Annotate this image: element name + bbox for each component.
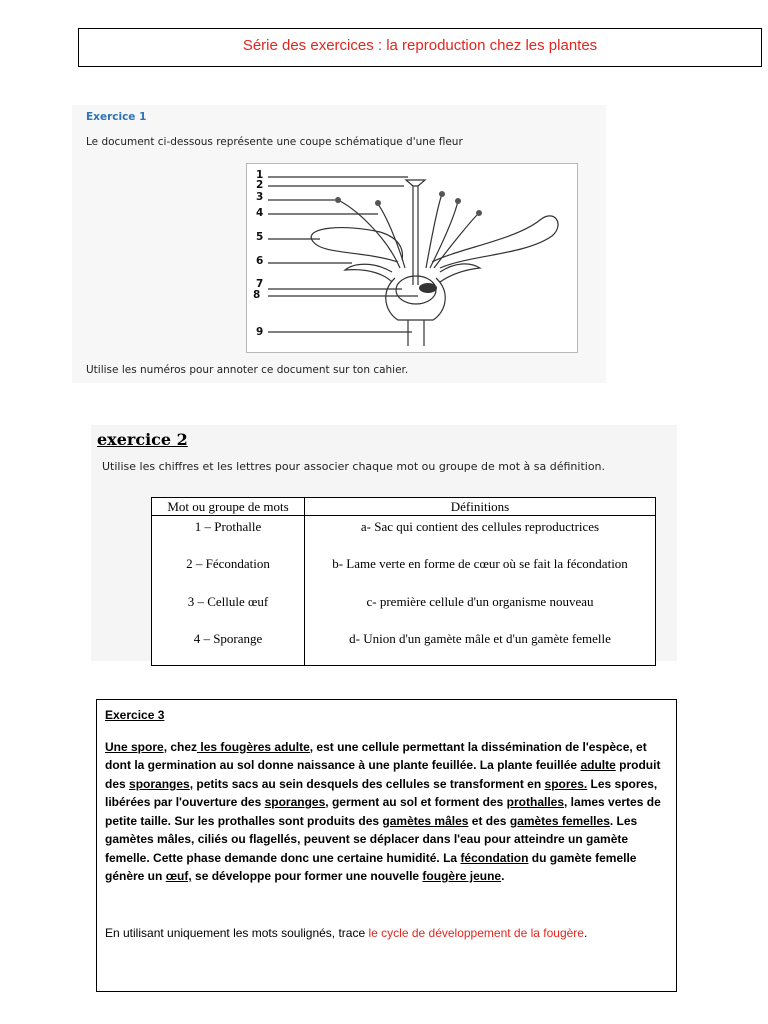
- instruction-highlight: le cycle de développement de la fougère: [368, 925, 584, 940]
- paragraph-text: produit des: [105, 758, 661, 791]
- table-row: [152, 628, 656, 666]
- underlined-word: gamètes femelles: [509, 813, 610, 828]
- exercise3-instruction: [105, 924, 668, 943]
- table-row: [152, 591, 656, 629]
- underlined-word: sporanges: [129, 776, 190, 791]
- label-4: 4: [256, 207, 264, 219]
- label-9: 9: [256, 326, 264, 338]
- definition-cell: c- première cellule d'un organisme nouveau: [305, 591, 656, 629]
- exercise2-title: exercice 2: [97, 430, 188, 449]
- underlined-word: spores.: [544, 776, 588, 791]
- exercise1-intro: Le document ci-dessous représente une coupe schématique d'une fleur: [86, 136, 463, 148]
- word-cell: 1 – Prothalle: [152, 516, 305, 554]
- underlined-word: les fougères adulte,: [197, 739, 314, 754]
- definition-cell: a- Sac qui contient des cellules reproductrices: [305, 516, 656, 554]
- paragraph-text: est une cellule permettant la dissémination de l'espèce, et dont la germination au sol donne naissance à une plante feuillée. La plante feuillée: [105, 739, 647, 772]
- underlined-word: fécondation: [460, 850, 529, 865]
- paragraph-text: , lames vertes de petite taille. Sur les prothalles sont produits des: [105, 795, 661, 828]
- instruction-end: .: [583, 925, 588, 940]
- label-1: 1: [256, 169, 264, 181]
- association-table: [151, 497, 656, 666]
- word-cell: 4 – Sporange: [152, 628, 305, 666]
- definition-cell: b- Lame verte en forme de cœur où se fait la fécondation: [305, 553, 656, 591]
- underlined-word: prothalles: [506, 795, 565, 809]
- label-3: 3: [256, 191, 264, 203]
- label-7: 7: [256, 278, 264, 290]
- paragraph-text: , germent au sol et forment des: [325, 795, 507, 809]
- label-6: 6: [256, 255, 264, 267]
- underlined-word: adulte: [580, 758, 616, 772]
- underlined-word: fougère jeune: [422, 869, 502, 883]
- paragraph-text: et des: [468, 813, 510, 828]
- header-words: Mot ou groupe de mots: [152, 498, 305, 516]
- table-row: [152, 516, 656, 554]
- paragraph-text: Les spores, libérées par l'ouverture des: [105, 776, 658, 809]
- page-title: Série des exercices : la reproduction chez les plantes: [78, 28, 762, 67]
- underlined-word: Une spore: [105, 739, 164, 754]
- word-cell: 2 – Fécondation: [152, 553, 305, 591]
- paragraph-text: se développe pour former une nouvelle: [191, 869, 423, 883]
- word-cell: 3 – Cellule œuf: [152, 591, 305, 629]
- exercise3-box: [96, 699, 677, 992]
- definition-cell: d- Union d'un gamète mâle et d'un gamète femelle: [305, 628, 656, 666]
- exercise1-footer: Utilise les numéros pour annoter ce document sur ton cahier.: [86, 364, 409, 376]
- exercise3-paragraph: [105, 738, 668, 886]
- underlined-word: sporanges: [264, 795, 326, 809]
- paragraph-text: , chez: [163, 739, 198, 754]
- table-row: [152, 553, 656, 591]
- paragraph-text: . Les gamètes mâles, ciliés ou flagellés, peuvent se déplacer dans l'eau pour atteindre un gamète femelle. Cette phase demande donc une certaine humidité. La: [105, 813, 638, 865]
- exercise1-title: Exercice 1: [86, 111, 147, 123]
- label-2: 2: [256, 179, 264, 191]
- label-5: 5: [256, 231, 264, 243]
- header-definitions: Définitions: [305, 498, 656, 516]
- underlined-word: œuf,: [165, 869, 192, 883]
- label-8: 8: [253, 289, 261, 301]
- underlined-word: gamètes mâles: [382, 813, 469, 828]
- exercise2-instruction: Utilise les chiffres et les lettres pour associer chaque mot ou groupe de mot à sa définition.: [102, 460, 606, 473]
- paragraph-text: .: [501, 869, 505, 883]
- table-header-row: [152, 498, 656, 516]
- paragraph-text: du gamète femelle génère un: [105, 850, 637, 883]
- instruction-text: En utilisant uniquement les mots soulignés, trace: [105, 925, 369, 940]
- exercise3-title: Exercice 3: [105, 708, 165, 722]
- paragraph-text: , petits sacs au sein desquels des cellules se transforment en: [189, 776, 545, 791]
